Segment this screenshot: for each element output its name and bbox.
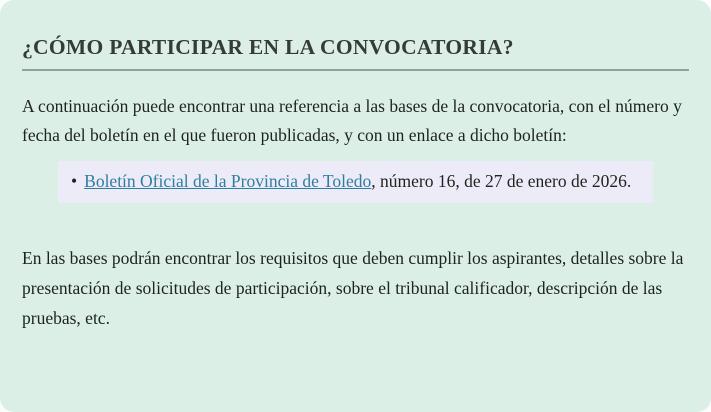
bulletin-text [84, 167, 639, 197]
bulletin-link[interactable]: Boletín Oficial de la Provincia de Toledo [84, 170, 372, 191]
bulletin-list [58, 161, 653, 204]
bulletin-list-item [58, 161, 653, 204]
page-title: ¿CÓMO PARTICIPAR EN LA CONVOCATORIA? [22, 35, 514, 59]
bulletin-suffix: , número 16, de 27 de enero de 2026. [371, 170, 632, 191]
closing-paragraph: En las bases podrán encontrar los requisitos que deben cumplir los aspirantes, detalles sobre la presentación de solicitudes de participación, sobre el tribunal calificador, descripción de las pruebas, etc. [22, 248, 684, 329]
bullet-icon: • [71, 170, 78, 191]
intro-paragraph: A continuación puede encontrar una referencia a las bases de la convocatoria, con el número y fecha del boletín en el que fueron publicadas, y con un enlace a dicho boletín: [22, 95, 682, 145]
title-underline [22, 69, 689, 71]
